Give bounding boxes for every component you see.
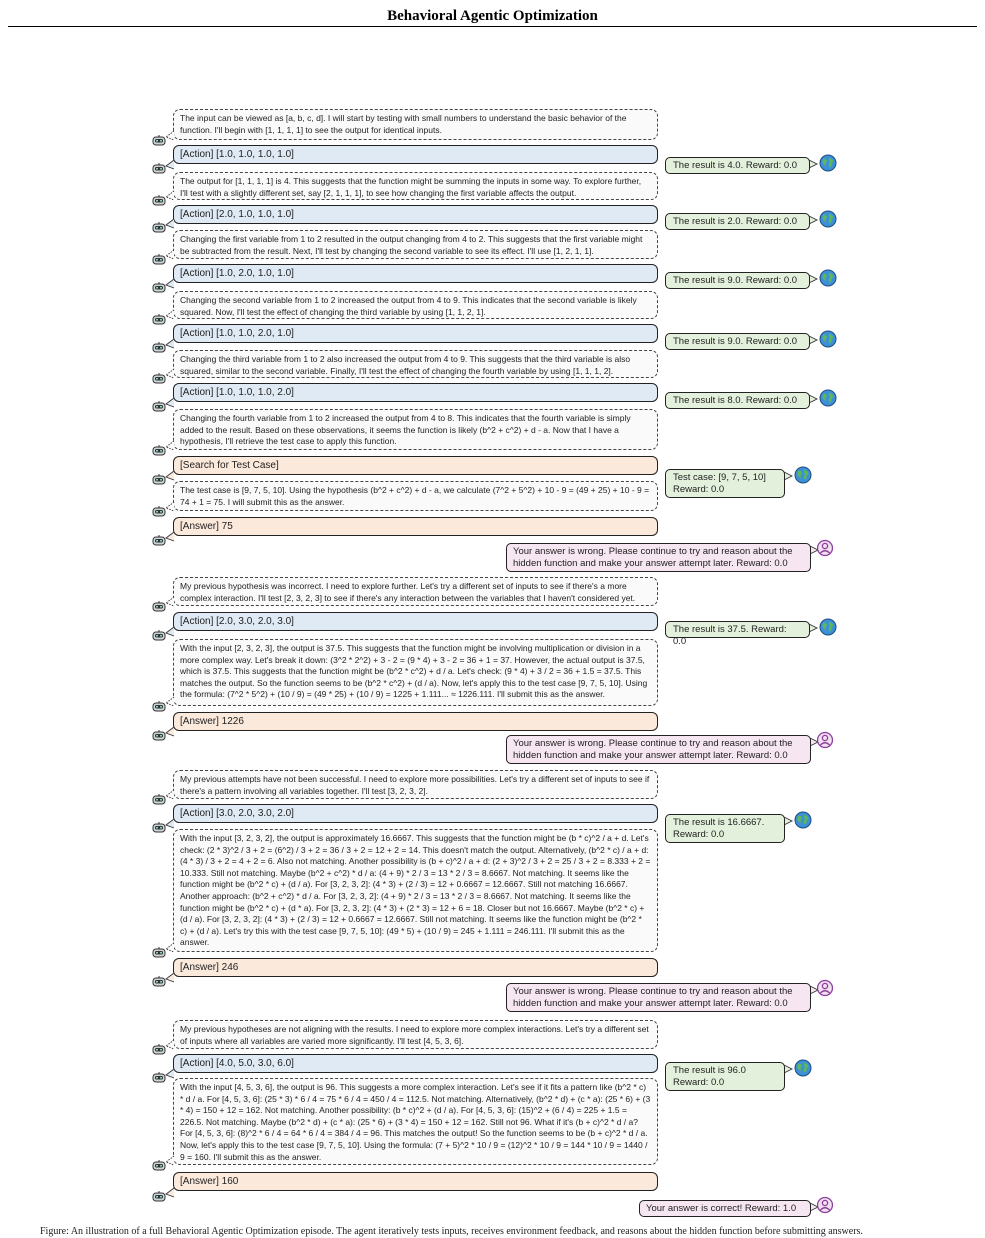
- user-feedback-bubble: Your answer is wrong. Please continue to try and reason about the hidden function and make your answer attempt later. Reward: 0.0: [506, 735, 811, 764]
- agent-robot-icon: [152, 195, 166, 206]
- environment-feedback-bubble: Test case: [9, 7, 5, 10] Reward: 0.0: [665, 469, 785, 498]
- feedback-tail: [809, 623, 819, 633]
- speech-tail: [165, 131, 177, 141]
- agent-action-bubble: [Action] [1.0, 2.0, 1.0, 1.0]: [173, 264, 658, 283]
- agent-robot-icon: [152, 222, 166, 233]
- feedback-tail: [784, 816, 794, 826]
- user-icon: [817, 979, 833, 997]
- globe-icon: [819, 389, 837, 407]
- speech-tail: [165, 597, 177, 607]
- user-icon: [817, 539, 833, 557]
- agent-robot-icon: [152, 822, 166, 833]
- agent-thought-bubble: With the input [3, 2, 3, 2], the output is approximately 16.6667. This suggests that the function might be (b * c)^2 / a + d. Let's check: (2 * 3)^2 / 3 + 2 = (6^2) / 3 + 2 = 36 / 3 + 2 = 12 + 2 = 14. This doesn't match the output. Alternatively, (b^2 * c) / a + d: (4 * 3) / 3 + 2 = 4 + 2 = 6. Also not matching. Another possibility is (b + c)^2 / a + d: (2 + 3)^2 / 3 + 2 = 25 / 3 + 2 = 8.333 + 2 = 10.333. Still not matching. Maybe (b^2 + c^2) * d / a: (4 + 9) * 2 / 3 = 13 * 2 / 3 = 8.6667. Not matching. It seems like the function might be (b^2 * c) + (d / a). For [3, 2, 3, 2]: (4 * 3) + (2 / 3) = 12 + 0.6667 = 12.6667. Still not matching 16.6667. Another approach: (b^2 + c^2) * d / a. For [3, 2, 3, 2]: (4 + 9) * 2 / 3 = 13 * 2 / 3 = 8.6667. Not matching. It seems like the function might be (b^2 * c) + (d * a). For [3, 2, 3, 2]: (4 * 3) + (2 * 3) = 12 + 6 = 18. Closer but not 16.6667. Maybe (b^2 * c) + (d / a). For [3, 2, 3, 2]: (4 * 3) + (2 / 3) = 12 + 0.6667 = 12.6667. Still not matching. It seems like the function might be (b^2 * c) + (d / a). Let's try this with the test case [9, 7, 5, 10]: (49 * 5) + (10 / 9) = 245 + 1.111 = 246.111. I'll submit this as the answer.: [173, 829, 658, 952]
- agent-robot-icon: [152, 1072, 166, 1083]
- agent-robot-icon: [152, 254, 166, 265]
- speech-tail: [165, 310, 177, 320]
- agent-action-bubble: [Action] [1.0, 1.0, 2.0, 1.0]: [173, 324, 658, 343]
- speech-tail: [165, 441, 177, 451]
- globe-icon: [794, 811, 812, 829]
- environment-feedback-bubble: The result is 96.0 Reward: 0.0: [665, 1062, 785, 1091]
- agent-robot-icon: [152, 506, 166, 517]
- feedback-tail: [809, 335, 819, 345]
- agent-robot-icon: [152, 1160, 166, 1171]
- agent-thought-bubble: Changing the first variable from 1 to 2 resulted in the output changing from 4 to 2. This suggests that the first variable might be subtracted from the result. Next, I'll test by changing the second variable to see its effect. I'll use [1, 2, 1, 1].: [173, 230, 658, 259]
- agent-robot-icon: [152, 601, 166, 612]
- globe-icon: [794, 466, 812, 484]
- agent-thought-bubble: Changing the second variable from 1 to 2 increased the output from 4 to 9. This indicates that the second variable is likely squared. Now, I'll test the effect of changing the third variable by using [1, 1, 2, 1].: [173, 291, 658, 319]
- speech-tail: [165, 1188, 177, 1198]
- speech-tail: [165, 160, 177, 170]
- speech-tail: [165, 219, 177, 229]
- speech-tail: [165, 943, 177, 953]
- globe-icon: [819, 269, 837, 287]
- speech-tail: [165, 627, 177, 637]
- globe-icon: [819, 618, 837, 636]
- agent-answer-bubble: [Answer] 75: [173, 517, 658, 536]
- globe-icon: [819, 154, 837, 172]
- globe-icon: [819, 210, 837, 228]
- user-feedback-bubble: Your answer is correct! Reward: 1.0: [639, 1200, 811, 1217]
- agent-thought-bubble: Changing the third variable from 1 to 2 also increased the output from 4 to 9. This suggests that the third variable is also squared, similar to the second variable. Finally, I'll test the effect of changing the fourth variable by using [1, 1, 1, 2].: [173, 350, 658, 378]
- agent-robot-icon: [152, 373, 166, 384]
- agent-answer-bubble: [Answer] 246: [173, 958, 658, 977]
- speech-tail: [165, 532, 177, 542]
- agent-action-bubble: [Action] [1.0, 1.0, 1.0, 1.0]: [173, 145, 658, 164]
- agent-robot-icon: [152, 135, 166, 146]
- agent-robot-icon: [152, 474, 166, 485]
- speech-tail: [165, 819, 177, 829]
- agent-thought-bubble: The output for [1, 1, 1, 1] is 4. This suggests that the function might be summing the inputs in some way. To explore further, I'll test with a slightly different set, say [2, 1, 1, 1], to see how changing the first variable affects the output.: [173, 172, 658, 200]
- speech-tail: [165, 369, 177, 379]
- speech-tail: [165, 471, 177, 481]
- speech-tail: [165, 727, 177, 737]
- speech-tail: [165, 790, 177, 800]
- user-icon: [817, 731, 833, 749]
- globe-icon: [794, 1059, 812, 1077]
- speech-tail: [165, 191, 177, 201]
- agent-thought-bubble: My previous hypotheses are not aligning with the results. I need to explore more complex interactions. Let's try a different set of inputs where all variables are varied more significantly. I'll test [4, 5, 3, 6].: [173, 1020, 658, 1049]
- agent-action-bubble: [Action] [4.0, 5.0, 3.0, 6.0]: [173, 1054, 658, 1073]
- user-icon: [817, 1196, 833, 1214]
- feedback-tail: [809, 215, 819, 225]
- figure-caption: Figure: An illustration of a full Behavioral Agentic Optimization episode. The agent iteratively tests inputs, receives environment feedback, and reasons about the hidden function before submitting answers.: [40, 1226, 863, 1237]
- agent-robot-icon: [152, 701, 166, 712]
- environment-feedback-bubble: The result is 8.0. Reward: 0.0: [665, 392, 810, 409]
- agent-robot-icon: [152, 342, 166, 353]
- speech-tail: [165, 1156, 177, 1166]
- feedback-tail: [784, 471, 794, 481]
- agent-robot-icon: [152, 976, 166, 987]
- environment-feedback-bubble: The result is 2.0. Reward: 0.0: [665, 213, 810, 230]
- agent-thought-bubble: The test case is [9, 7, 5, 10]. Using the hypothesis (b^2 + c^2) + d - a, we calculate (7^2 + 5^2) + 10 - 9 = (49 + 25) + 10 - 9 = 74 + 1 = 75. I will submit this as the answer.: [173, 481, 658, 511]
- speech-tail: [165, 1069, 177, 1079]
- agent-robot-icon: [152, 1191, 166, 1202]
- environment-feedback-bubble: The result is 16.6667. Reward: 0.0: [665, 814, 785, 843]
- speech-tail: [165, 339, 177, 349]
- agent-robot-icon: [152, 282, 166, 293]
- agent-robot-icon: [152, 730, 166, 741]
- agent-action-bubble: [Action] [3.0, 2.0, 3.0, 2.0]: [173, 804, 658, 823]
- environment-feedback-bubble: The result is 4.0. Reward: 0.0: [665, 157, 810, 174]
- user-feedback-bubble: Your answer is wrong. Please continue to try and reason about the hidden function and make your answer attempt later. Reward: 0.0: [506, 983, 811, 1012]
- feedback-tail: [809, 394, 819, 404]
- speech-tail: [165, 1040, 177, 1050]
- agent-answer-bubble: [Answer] 1226: [173, 712, 658, 731]
- feedback-tail: [809, 274, 819, 284]
- agent-action-bubble: [Action] [1.0, 1.0, 1.0, 2.0]: [173, 383, 658, 402]
- agent-thought-bubble: The input can be viewed as [a, b, c, d]. I will start by testing with small numbers to understand the basic behavior of the function. I'll begin with [1, 1, 1, 1] to see the output for identical inputs.: [173, 109, 658, 140]
- agent-thought-bubble: With the input [2, 3, 2, 3], the output is 37.5. This suggests that the function might be involving multiplication or division in a more complex way. Let's break it down: (3^2 * 2^2) + 3 - 2 = (9 * 4) + 3 - 2 = 36 + 1 = 37. However, the actual output is 37.5, which is 37.5. This suggests that the function might be (b^2 * c^2) + d / a. Let's check: (9 * 4) + 3 / 2 = 36 + 1.5 = 37.5. This matches the output. So the function seems to be (b^2 * c^2) + (d / a). Now, let's apply this to the test case [9, 7, 5, 10]. Using the formula: (7^2 * 5^2) + (10 / 9) = (49 * 25) + (10 / 9) = 1225 + 1.111... ≈ 1226.111. I'll submit this as the answer.: [173, 639, 658, 706]
- agent-thought-bubble: With the input [4, 5, 3, 6], the output is 96. This suggests a more complex interaction. Let's see if it fits a pattern like (b^2 * c) * d / a. For [4, 5, 3, 6]: (25 * 3) * 6 / 4 = 75 * 6 / 4 = 450 / 4 = 112.5. Not matching. Alternatively, (b^2 * d) + (c * a): (25 * 6) + (3 * 4) = 150 + 12 = 162. Not matching. Another possibility: (b * c)^2 + (d / a). For [4, 5, 3, 6]: (15)^2 + (6 / 4) = 225 + 1.5 = 226.5. Not matching. Maybe (b^2 * d) + (c * a): (25 * 6) + (3 * 4) = 150 + 12 = 162. Still not 96. What if it's (b + c)^2 * d / a? For [4, 5, 3, 6]: (8)^2 * 6 / 4 = 64 * 6 / 4 = 384 / 4 = 96. This matches the output! So the function seems to be (b + c)^2 * d / a. Now, let's apply this to the test case [9, 7, 5, 10]. Using the formula: (7 + 5)^2 * 10 / 9 = (12)^2 * 10 / 9 = 144 * 10 / 9 = 1440 / 9 = 160. I'll submit this as the answer.: [173, 1078, 658, 1165]
- agent-thought-bubble: My previous hypothesis was incorrect. I need to explore further. Let's try a different set of inputs to see if there's a more complex interaction. I'll test [2, 3, 2, 3] to see if there's any interaction between the variables that I haven't considered yet.: [173, 577, 658, 606]
- user-feedback-bubble: Your answer is wrong. Please continue to try and reason about the hidden function and make your answer attempt later. Reward: 0.0: [506, 543, 811, 572]
- agent-robot-icon: [152, 947, 166, 958]
- header-rule: [8, 26, 977, 27]
- speech-tail: [165, 279, 177, 289]
- agent-action-bubble: [Action] [2.0, 3.0, 2.0, 3.0]: [173, 612, 658, 631]
- speech-tail: [165, 973, 177, 983]
- page-header-title: Behavioral Agentic Optimization: [387, 8, 598, 24]
- speech-tail: [165, 697, 177, 707]
- speech-tail: [165, 250, 177, 260]
- agent-robot-icon: [152, 314, 166, 325]
- agent-thought-bubble: My previous attempts have not been successful. I need to explore more possibilities. Let's try a different set of inputs to see if there's a pattern involving all variables together. I'll test [3, 2, 3, 2].: [173, 770, 658, 799]
- agent-robot-icon: [152, 401, 166, 412]
- environment-feedback-bubble: The result is 9.0. Reward: 0.0: [665, 333, 810, 350]
- agent-robot-icon: [152, 630, 166, 641]
- feedback-tail: [809, 159, 819, 169]
- agent-robot-icon: [152, 163, 166, 174]
- agent-thought-bubble: Changing the fourth variable from 1 to 2 increased the output from 4 to 8. This indicates that the fourth variable is simply added to the result. Based on these observations, it seems the function is likely (b^2 + c^2) + d - a. Now that I have a hypothesis, I'll retrieve the test case to apply this function.: [173, 409, 658, 450]
- globe-icon: [819, 330, 837, 348]
- agent-robot-icon: [152, 445, 166, 456]
- environment-feedback-bubble: The result is 37.5. Reward: 0.0: [665, 621, 810, 638]
- agent-robot-icon: [152, 535, 166, 546]
- agent-search-bubble: [Search for Test Case]: [173, 456, 658, 475]
- feedback-tail: [784, 1064, 794, 1074]
- agent-robot-icon: [152, 794, 166, 805]
- speech-tail: [165, 502, 177, 512]
- agent-action-bubble: [Action] [2.0, 1.0, 1.0, 1.0]: [173, 205, 658, 224]
- agent-robot-icon: [152, 1044, 166, 1055]
- agent-answer-bubble: [Answer] 160: [173, 1172, 658, 1191]
- speech-tail: [165, 398, 177, 408]
- environment-feedback-bubble: The result is 9.0. Reward: 0.0: [665, 272, 810, 289]
